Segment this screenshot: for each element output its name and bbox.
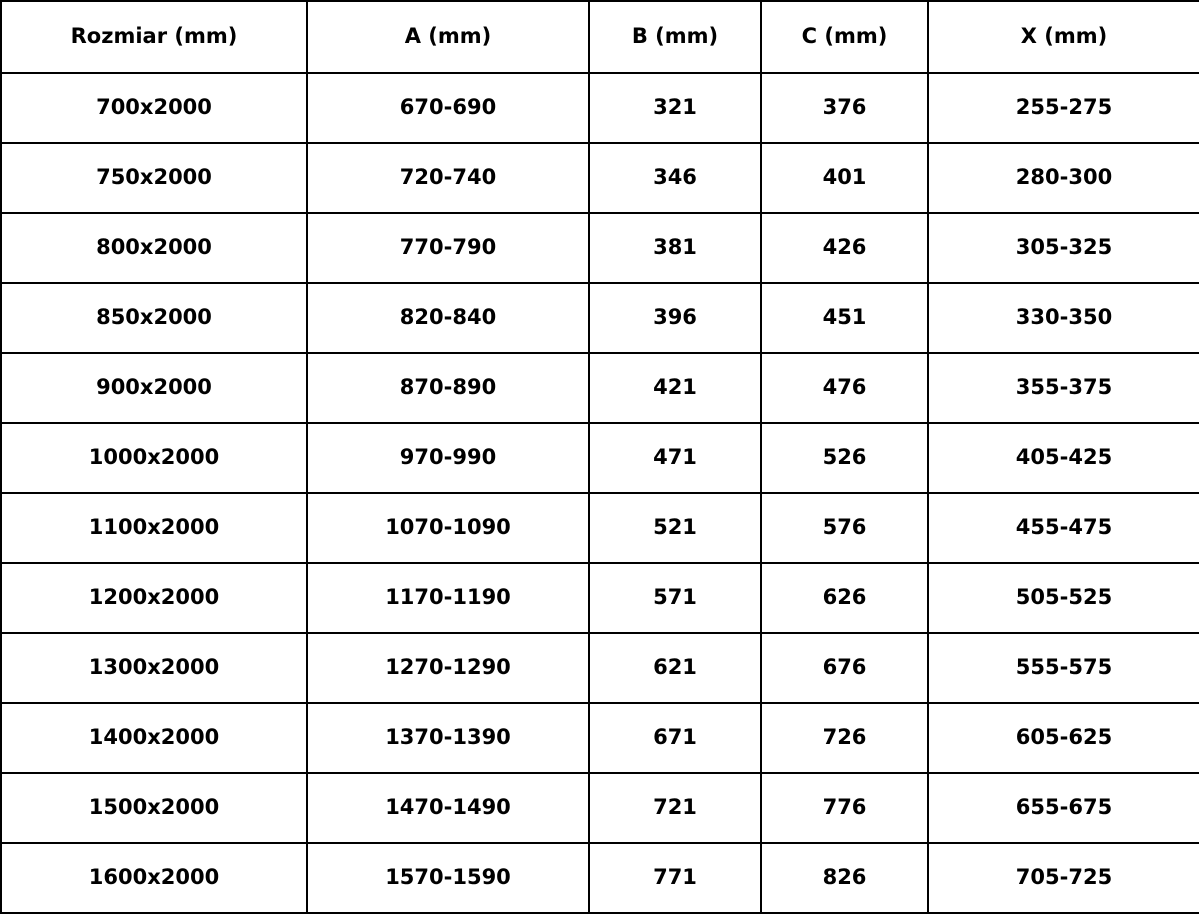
cell-x: 655-675	[928, 773, 1199, 843]
table-row	[1, 73, 1199, 143]
table-row	[1, 213, 1199, 283]
cell-rozmiar: 900x2000	[1, 353, 307, 423]
cell-b: 321	[589, 73, 761, 143]
cell-b: 771	[589, 843, 761, 913]
cell-b: 396	[589, 283, 761, 353]
cell-c: 426	[761, 213, 928, 283]
cell-x: 555-575	[928, 633, 1199, 703]
cell-a: 820-840	[307, 283, 589, 353]
cell-rozmiar: 1200x2000	[1, 563, 307, 633]
table-row	[1, 493, 1199, 563]
cell-x: 605-625	[928, 703, 1199, 773]
cell-a: 1170-1190	[307, 563, 589, 633]
cell-c: 626	[761, 563, 928, 633]
cell-rozmiar: 1600x2000	[1, 843, 307, 913]
cell-c: 401	[761, 143, 928, 213]
cell-b: 471	[589, 423, 761, 493]
cell-a: 1370-1390	[307, 703, 589, 773]
cell-x: 405-425	[928, 423, 1199, 493]
table-row	[1, 423, 1199, 493]
table-row	[1, 843, 1199, 913]
cell-rozmiar: 750x2000	[1, 143, 307, 213]
cell-x: 455-475	[928, 493, 1199, 563]
cell-c: 576	[761, 493, 928, 563]
cell-a: 1470-1490	[307, 773, 589, 843]
cell-x: 505-525	[928, 563, 1199, 633]
cell-c: 376	[761, 73, 928, 143]
cell-rozmiar: 1500x2000	[1, 773, 307, 843]
cell-a: 770-790	[307, 213, 589, 283]
cell-x: 355-375	[928, 353, 1199, 423]
cell-x: 705-725	[928, 843, 1199, 913]
table-row	[1, 703, 1199, 773]
column-header-a: A (mm)	[307, 1, 589, 73]
cell-b: 721	[589, 773, 761, 843]
cell-c: 826	[761, 843, 928, 913]
cell-a: 1070-1090	[307, 493, 589, 563]
table-row	[1, 283, 1199, 353]
cell-rozmiar: 850x2000	[1, 283, 307, 353]
cell-rozmiar: 1400x2000	[1, 703, 307, 773]
cell-a: 1570-1590	[307, 843, 589, 913]
cell-b: 571	[589, 563, 761, 633]
column-header-c: C (mm)	[761, 1, 928, 73]
cell-c: 526	[761, 423, 928, 493]
cell-b: 621	[589, 633, 761, 703]
cell-c: 676	[761, 633, 928, 703]
cell-c: 776	[761, 773, 928, 843]
cell-a: 1270-1290	[307, 633, 589, 703]
cell-x: 330-350	[928, 283, 1199, 353]
cell-a: 870-890	[307, 353, 589, 423]
cell-b: 346	[589, 143, 761, 213]
cell-x: 305-325	[928, 213, 1199, 283]
cell-b: 421	[589, 353, 761, 423]
cell-rozmiar: 700x2000	[1, 73, 307, 143]
cell-rozmiar: 1100x2000	[1, 493, 307, 563]
table-row	[1, 633, 1199, 703]
column-header-b: B (mm)	[589, 1, 761, 73]
cell-rozmiar: 1300x2000	[1, 633, 307, 703]
table-row	[1, 353, 1199, 423]
table-row	[1, 143, 1199, 213]
cell-a: 670-690	[307, 73, 589, 143]
cell-b: 381	[589, 213, 761, 283]
cell-c: 476	[761, 353, 928, 423]
cell-a: 720-740	[307, 143, 589, 213]
table-header-row	[1, 1, 1199, 73]
cell-c: 451	[761, 283, 928, 353]
table-row	[1, 773, 1199, 843]
cell-a: 970-990	[307, 423, 589, 493]
column-header-rozmiar: Rozmiar (mm)	[1, 1, 307, 73]
cell-x: 280-300	[928, 143, 1199, 213]
table-row	[1, 563, 1199, 633]
cell-x: 255-275	[928, 73, 1199, 143]
cell-rozmiar: 1000x2000	[1, 423, 307, 493]
cell-b: 671	[589, 703, 761, 773]
cell-c: 726	[761, 703, 928, 773]
cell-rozmiar: 800x2000	[1, 213, 307, 283]
column-header-x: X (mm)	[928, 1, 1199, 73]
cell-b: 521	[589, 493, 761, 563]
